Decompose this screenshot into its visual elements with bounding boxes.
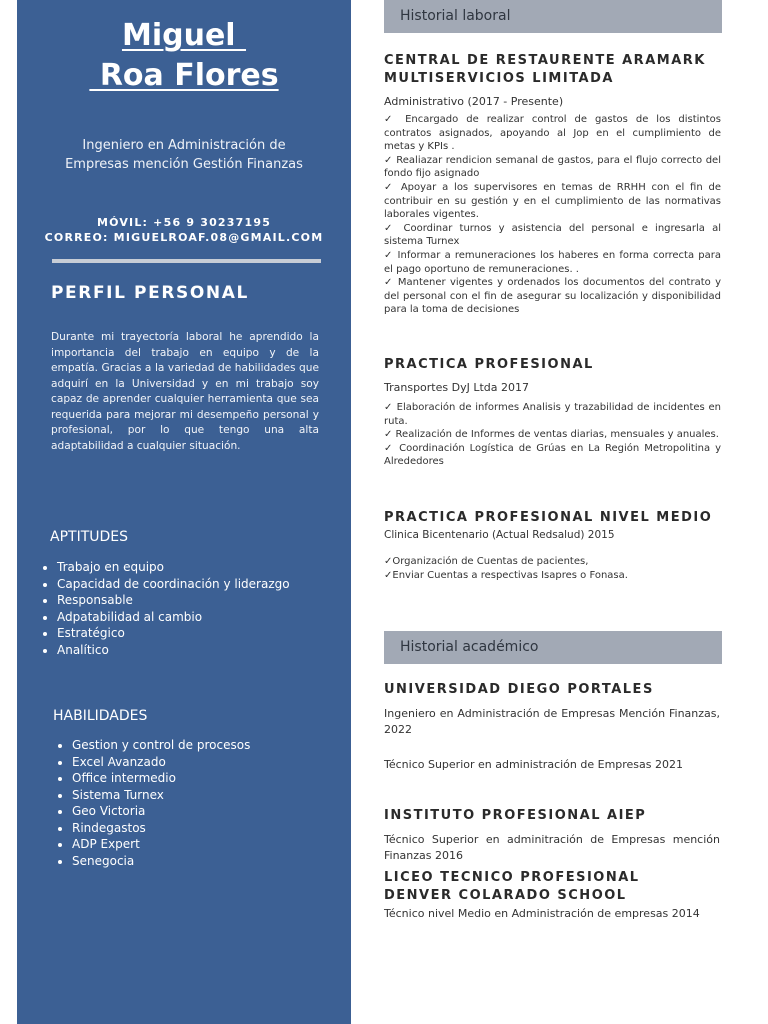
school-entry: Ingeniero en Administración de Empresas Mención Finanzas, 2022 [384, 707, 720, 736]
list-item: ✓ Coordinar turnos y asistencia del personal e ingresarla al sistema Turnex [384, 222, 721, 248]
list-item: ✓ Realiazar rendicion semanal de gastos, para el flujo correcto del fondo fijo asignado [384, 154, 721, 180]
list-item: • Responsable [57, 592, 290, 609]
list-item: • Excel Avanzado [72, 754, 250, 771]
name-first: Miguel [121, 18, 247, 53]
job-meta: Clinica Bicentenario (Actual Redsalud) 2015 [384, 529, 615, 541]
work-history-banner: Historial laboral [384, 0, 722, 33]
job-bullets [384, 555, 721, 582]
list-item: • Senegocia [72, 853, 250, 870]
list-item: • Gestion y control de procesos [72, 737, 250, 754]
sidebar [17, 0, 351, 1024]
school-entry: Técnico nivel Medio en Administración de empresas 2014 [384, 907, 700, 920]
list-item: ✓Enviar Cuentas a respectivas Isapres o Fonasa. [384, 569, 628, 581]
job-title: PRACTICA PROFESIONAL [384, 357, 594, 372]
list-item: ✓ Coordinación Logística de Grúas en La Región Metropolitina y Alrededores [384, 442, 721, 468]
list-item: • Adpatabilidad al cambio [57, 609, 290, 626]
list-item: • Capacidad de coordinación y liderazgo [57, 576, 290, 593]
job-title: PRACTICA PROFESIONAL NIVEL MEDIO [384, 510, 713, 525]
list-item: ✓ Encargado de realizar control de gastos de los distintos contratos asignados, apoyando al Jop en el cumplimiento de metas y KPIs . [384, 114, 721, 153]
job-meta: Administrativo (2017 - Presente) [384, 95, 564, 108]
habilidades-title: HABILIDADES [53, 708, 148, 724]
habilidades-list [54, 737, 250, 869]
list-item: • Rindegastos [72, 820, 250, 837]
list-item: ✓Organización de Cuentas de pacientes, [384, 556, 589, 567]
list-item: ✓ Apoyar a los supervisores en temas de RRHH con el fin de contribuir en su gestión y en el cumplimiento de las normativas laborales vigentes. [384, 181, 721, 221]
aptitudes-list [39, 559, 290, 658]
job-meta: Transportes DyJ Ltda 2017 [384, 381, 529, 394]
professional-title: Ingeniero en Administración de Empresas mención Gestión Finanzas [65, 138, 303, 172]
school-entry: Técnico Superior en administración de Empresas 2021 [384, 758, 684, 771]
list-item: • Trabajo en equipo [57, 559, 290, 576]
list-item: • Geo Victoria [72, 803, 250, 820]
name-last: Roa Flores [89, 58, 279, 93]
school-title: UNIVERSIDAD DIEGO PORTALES [384, 682, 654, 697]
list-item: ✓ Realización de Informes de ventas diarias, mensuales y anuales. [384, 429, 719, 441]
aptitudes-title: APTITUDES [50, 529, 129, 545]
list-item: ✓ Elaboración de informes Analisis y trazabilidad de incidentes en ruta. [384, 402, 721, 427]
school-entry: Técnico Superior en adminitración de Empresas mención Finanzas 2016 [384, 833, 720, 862]
list-item: • Estratégico [57, 625, 290, 642]
school-title: LICEO TECNICO PROFESIONAL DENVER COLARADO SCHOOL [384, 870, 640, 903]
list-item: ✓ Mantener vigentes y ordenados los documentos del contrato y del personal con el fin de asegurar su localización y disponibilidad para la toma de decisiones [384, 277, 721, 316]
profile-title: PERFIL PERSONAL [51, 283, 249, 303]
phone: MÓVIL: +56 9 30237195 [96, 216, 272, 229]
list-item: ✓ Informar a remuneraciones los haberes en forma correcta para el pago oportuno de remuneraciones. . [384, 249, 721, 275]
job-title: CENTRAL DE RESTAURENTE ARAMARK MULTISERVICIOS LIMITADA [384, 53, 706, 86]
sidebar-divider [52, 259, 321, 263]
email: CORREO: MIGUELROAF.08@GMAIL.COM [44, 231, 324, 244]
list-item: • ADP Expert [72, 836, 250, 853]
list-item: • Sistema Turnex [72, 787, 250, 804]
job-bullets [384, 113, 721, 317]
education-banner: Historial académico [384, 631, 722, 664]
list-item: • Office intermedio [72, 770, 250, 787]
school-title: INSTITUTO PROFESIONAL AIEP [384, 808, 647, 823]
list-item: • Analítico [57, 642, 290, 659]
job-bullets [384, 401, 721, 469]
profile-text: Durante mi trayectoría laboral he aprendido la importancia del trabajo en equipo y de la empatía. Gracias a la variedad de habilidades que adquirí en la Universidad y en mi trabajo soy capaz de aprender cualquier herramienta que sea requerida para mejorar mi desempeño personal y profesional, por lo que tengo una alta adaptabilidad a cualquier situación. [51, 331, 319, 452]
